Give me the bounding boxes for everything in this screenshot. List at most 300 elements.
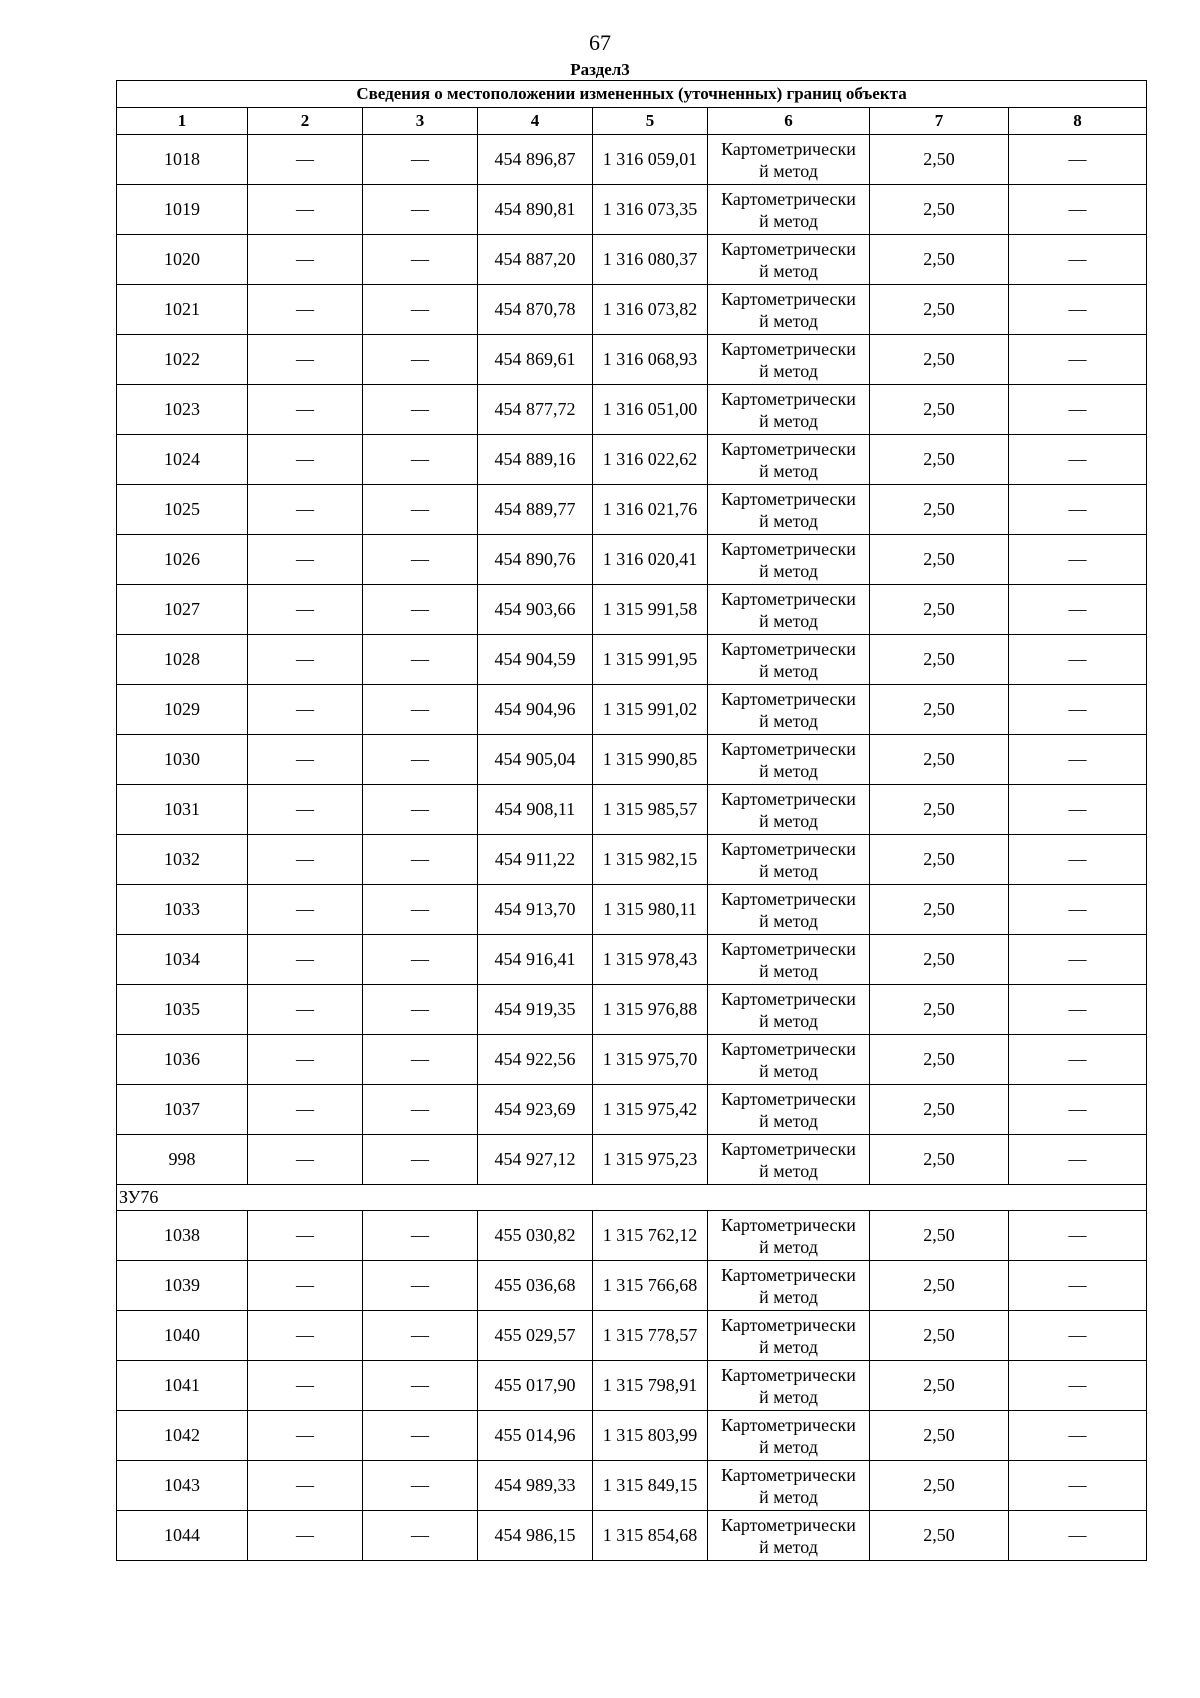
method-text-line1: Картометрически	[721, 888, 856, 909]
coordinate-y-cell: 1 316 022,62	[593, 435, 708, 485]
table-row	[117, 585, 1147, 635]
table-row	[117, 1461, 1147, 1511]
coordinate-x-cell: 454 916,41	[478, 935, 593, 985]
method-text-line1: Картометрически	[721, 488, 856, 509]
coordinate-x-cell: 454 913,70	[478, 885, 593, 935]
table-row	[117, 835, 1147, 885]
method-text-line1: Картометрически	[721, 1414, 856, 1435]
empty-dash-cell: —	[1009, 1511, 1147, 1561]
coordinate-x-cell: 454 923,69	[478, 1085, 593, 1135]
method-cell	[708, 935, 870, 985]
column-header: 2	[248, 108, 363, 135]
coordinate-y-cell: 1 316 073,82	[593, 285, 708, 335]
empty-dash-cell: —	[363, 785, 478, 835]
coordinate-y-cell: 1 315 849,15	[593, 1461, 708, 1511]
precision-cell: 2,50	[870, 1311, 1009, 1361]
method-text-line1: Картометрически	[721, 1364, 856, 1385]
boundary-coordinates-table	[116, 80, 1147, 1561]
method-text-line1: Картометрически	[721, 388, 856, 409]
method-cell	[708, 785, 870, 835]
method-cell	[708, 585, 870, 635]
empty-dash-cell: —	[1009, 135, 1147, 185]
table-row	[117, 1135, 1147, 1185]
precision-cell: 2,50	[870, 635, 1009, 685]
empty-dash-cell: —	[1009, 1461, 1147, 1511]
empty-dash-cell: —	[1009, 985, 1147, 1035]
precision-cell: 2,50	[870, 1085, 1009, 1135]
empty-dash-cell: —	[248, 235, 363, 285]
empty-dash-cell: —	[1009, 1211, 1147, 1261]
method-text-line1: Картометрически	[721, 1514, 856, 1535]
coordinate-x-cell: 455 014,96	[478, 1411, 593, 1461]
point-number-cell: 1029	[117, 685, 248, 735]
coordinate-y-cell: 1 315 762,12	[593, 1211, 708, 1261]
empty-dash-cell: —	[248, 735, 363, 785]
column-header: 7	[870, 108, 1009, 135]
empty-dash-cell: —	[1009, 1261, 1147, 1311]
point-number-cell: 1027	[117, 585, 248, 635]
precision-cell: 2,50	[870, 685, 1009, 735]
method-text-line2: й метод	[759, 710, 818, 731]
coordinate-y-cell: 1 315 991,02	[593, 685, 708, 735]
empty-dash-cell: —	[1009, 435, 1147, 485]
coordinate-y-cell: 1 315 991,58	[593, 585, 708, 635]
empty-dash-cell: —	[363, 485, 478, 535]
empty-dash-cell: —	[248, 835, 363, 885]
empty-dash-cell: —	[363, 535, 478, 585]
column-header: 8	[1009, 108, 1147, 135]
method-cell	[708, 235, 870, 285]
method-text-line1: Картометрически	[721, 288, 856, 309]
method-cell	[708, 485, 870, 535]
method-text-line2: й метод	[759, 360, 818, 381]
empty-dash-cell: —	[248, 685, 363, 735]
table-row	[117, 385, 1147, 435]
column-header: 1	[117, 108, 248, 135]
table-row	[117, 1361, 1147, 1411]
empty-dash-cell: —	[1009, 235, 1147, 285]
method-text-line2: й метод	[759, 1386, 818, 1407]
empty-dash-cell: —	[363, 635, 478, 685]
method-text-line2: й метод	[759, 1486, 818, 1507]
precision-cell: 2,50	[870, 885, 1009, 935]
method-cell	[708, 685, 870, 735]
method-text-line2: й метод	[759, 160, 818, 181]
point-number-cell: 1020	[117, 235, 248, 285]
empty-dash-cell: —	[363, 1311, 478, 1361]
precision-cell: 2,50	[870, 735, 1009, 785]
table-row	[117, 1261, 1147, 1311]
method-cell	[708, 1035, 870, 1085]
empty-dash-cell: —	[363, 935, 478, 985]
method-cell	[708, 185, 870, 235]
empty-dash-cell: —	[363, 585, 478, 635]
empty-dash-cell: —	[248, 885, 363, 935]
method-cell	[708, 635, 870, 685]
empty-dash-cell: —	[248, 1035, 363, 1085]
precision-cell: 2,50	[870, 1411, 1009, 1461]
empty-dash-cell: —	[363, 1461, 478, 1511]
method-text-line2: й метод	[759, 510, 818, 531]
page-number: 67	[589, 30, 611, 55]
method-text-line2: й метод	[759, 460, 818, 481]
method-text-line2: й метод	[759, 760, 818, 781]
method-text-line1: Картометрически	[721, 638, 856, 659]
point-number-cell: 1018	[117, 135, 248, 185]
point-number-cell: 1031	[117, 785, 248, 835]
point-number-cell: 1033	[117, 885, 248, 935]
method-text-line1: Картометрически	[721, 588, 856, 609]
empty-dash-cell: —	[363, 1085, 478, 1135]
point-number-cell: 1025	[117, 485, 248, 535]
method-cell	[708, 535, 870, 585]
coordinate-y-cell: 1 316 080,37	[593, 235, 708, 285]
precision-cell: 2,50	[870, 185, 1009, 235]
method-cell	[708, 285, 870, 335]
table-row	[117, 235, 1147, 285]
coordinate-y-cell: 1 316 059,01	[593, 135, 708, 185]
method-text-line2: й метод	[759, 1536, 818, 1557]
empty-dash-cell: —	[1009, 685, 1147, 735]
coordinate-x-cell: 455 030,82	[478, 1211, 593, 1261]
empty-dash-cell: —	[1009, 1311, 1147, 1361]
table-row	[117, 1085, 1147, 1135]
method-text-line2: й метод	[759, 810, 818, 831]
method-cell	[708, 885, 870, 935]
table-row	[117, 1211, 1147, 1261]
method-cell	[708, 835, 870, 885]
method-text-line2: й метод	[759, 660, 818, 681]
empty-dash-cell: —	[248, 285, 363, 335]
method-text-line1: Картометрически	[721, 738, 856, 759]
table-row	[117, 135, 1147, 185]
method-cell	[708, 735, 870, 785]
table-row	[117, 735, 1147, 785]
point-number-cell: 1043	[117, 1461, 248, 1511]
table-row	[117, 1411, 1147, 1461]
point-number-cell: 1026	[117, 535, 248, 585]
precision-cell: 2,50	[870, 1361, 1009, 1411]
precision-cell: 2,50	[870, 485, 1009, 535]
method-text-line2: й метод	[759, 560, 818, 581]
empty-dash-cell: —	[363, 885, 478, 935]
empty-dash-cell: —	[248, 785, 363, 835]
coordinate-x-cell: 454 927,12	[478, 1135, 593, 1185]
coordinate-y-cell: 1 316 073,35	[593, 185, 708, 235]
method-text-line2: й метод	[759, 310, 818, 331]
coordinate-x-cell: 454 905,04	[478, 735, 593, 785]
method-text-line1: Картометрически	[721, 1038, 856, 1059]
method-text-line1: Картометрически	[721, 688, 856, 709]
empty-dash-cell: —	[363, 735, 478, 785]
empty-dash-cell: —	[363, 1261, 478, 1311]
coordinate-x-cell: 454 986,15	[478, 1511, 593, 1561]
method-text-line1: Картометрически	[721, 938, 856, 959]
method-cell	[708, 1261, 870, 1311]
empty-dash-cell: —	[1009, 1135, 1147, 1185]
empty-dash-cell: —	[1009, 285, 1147, 335]
coordinate-x-cell: 454 922,56	[478, 1035, 593, 1085]
coordinate-y-cell: 1 316 068,93	[593, 335, 708, 385]
method-cell	[708, 1361, 870, 1411]
method-text-line1: Картометрически	[721, 1314, 856, 1335]
empty-dash-cell: —	[1009, 485, 1147, 535]
empty-dash-cell: —	[1009, 335, 1147, 385]
empty-dash-cell: —	[363, 1361, 478, 1411]
empty-dash-cell: —	[248, 335, 363, 385]
empty-dash-cell: —	[1009, 385, 1147, 435]
precision-cell: 2,50	[870, 835, 1009, 885]
method-text-line1: Картометрически	[721, 838, 856, 859]
method-text-line2: й метод	[759, 410, 818, 431]
coordinate-x-cell: 454 869,61	[478, 335, 593, 385]
method-text-line1: Картометрически	[721, 1088, 856, 1109]
coordinate-x-cell: 454 877,72	[478, 385, 593, 435]
empty-dash-cell: —	[248, 135, 363, 185]
precision-cell: 2,50	[870, 1035, 1009, 1085]
coordinate-y-cell: 1 315 980,11	[593, 885, 708, 935]
empty-dash-cell: —	[1009, 585, 1147, 635]
empty-dash-cell: —	[248, 585, 363, 635]
method-text-line1: Картометрически	[721, 188, 856, 209]
coordinate-y-cell: 1 315 990,85	[593, 735, 708, 785]
precision-cell: 2,50	[870, 785, 1009, 835]
coordinate-x-cell: 455 036,68	[478, 1261, 593, 1311]
coordinate-y-cell: 1 315 798,91	[593, 1361, 708, 1411]
method-text-line2: й метод	[759, 210, 818, 231]
empty-dash-cell: —	[248, 435, 363, 485]
coordinate-y-cell: 1 316 021,76	[593, 485, 708, 535]
empty-dash-cell: —	[1009, 735, 1147, 785]
precision-cell: 2,50	[870, 285, 1009, 335]
empty-dash-cell: —	[248, 535, 363, 585]
coordinate-x-cell: 454 908,11	[478, 785, 593, 835]
empty-dash-cell: —	[363, 1511, 478, 1561]
coordinate-y-cell: 1 316 020,41	[593, 535, 708, 585]
coordinate-y-cell: 1 315 803,99	[593, 1411, 708, 1461]
empty-dash-cell: —	[363, 185, 478, 235]
precision-cell: 2,50	[870, 1211, 1009, 1261]
method-cell	[708, 435, 870, 485]
coordinate-y-cell: 1 315 978,43	[593, 935, 708, 985]
coordinate-x-cell: 454 904,59	[478, 635, 593, 685]
method-text-line1: Картометрически	[721, 138, 856, 159]
method-text-line2: й метод	[759, 910, 818, 931]
empty-dash-cell: —	[363, 685, 478, 735]
empty-dash-cell: —	[363, 985, 478, 1035]
empty-dash-cell: —	[1009, 185, 1147, 235]
table-row	[117, 1311, 1147, 1361]
column-number-row	[117, 108, 1147, 135]
empty-dash-cell: —	[1009, 1411, 1147, 1461]
coordinate-x-cell: 454 889,77	[478, 485, 593, 535]
coordinate-x-cell: 454 889,16	[478, 435, 593, 485]
coordinate-y-cell: 1 316 051,00	[593, 385, 708, 435]
precision-cell: 2,50	[870, 585, 1009, 635]
point-number-cell: 1036	[117, 1035, 248, 1085]
method-text-line2: й метод	[759, 610, 818, 631]
precision-cell: 2,50	[870, 1461, 1009, 1511]
precision-cell: 2,50	[870, 1511, 1009, 1561]
column-header: 5	[593, 108, 708, 135]
precision-cell: 2,50	[870, 1261, 1009, 1311]
group-row	[117, 1185, 1147, 1211]
table-row	[117, 935, 1147, 985]
method-cell	[708, 1085, 870, 1135]
coordinate-y-cell: 1 315 975,42	[593, 1085, 708, 1135]
method-text-line1: Картометрически	[721, 1464, 856, 1485]
empty-dash-cell: —	[1009, 835, 1147, 885]
method-text-line2: й метод	[759, 1010, 818, 1031]
empty-dash-cell: —	[248, 1361, 363, 1411]
point-number-cell: 1044	[117, 1511, 248, 1561]
method-text-line1: Картометрически	[721, 1138, 856, 1159]
method-text-line1: Картометрически	[721, 338, 856, 359]
method-text-line1: Картометрически	[721, 1214, 856, 1235]
coordinate-y-cell: 1 315 778,57	[593, 1311, 708, 1361]
table-row	[117, 185, 1147, 235]
method-cell	[708, 1211, 870, 1261]
empty-dash-cell: —	[1009, 635, 1147, 685]
column-header: 4	[478, 108, 593, 135]
empty-dash-cell: —	[363, 1035, 478, 1085]
method-text-line2: й метод	[759, 1160, 818, 1181]
empty-dash-cell: —	[1009, 785, 1147, 835]
method-text-line2: й метод	[759, 1060, 818, 1081]
point-number-cell: 1038	[117, 1211, 248, 1261]
table-row	[117, 1511, 1147, 1561]
method-cell	[708, 1511, 870, 1561]
empty-dash-cell: —	[363, 1135, 478, 1185]
section-title: Раздел3	[570, 60, 630, 79]
empty-dash-cell: —	[363, 285, 478, 335]
point-number-cell: 1021	[117, 285, 248, 335]
precision-cell: 2,50	[870, 335, 1009, 385]
method-text-line1: Картометрически	[721, 538, 856, 559]
method-text-line1: Картометрически	[721, 988, 856, 1009]
empty-dash-cell: —	[248, 1135, 363, 1185]
coordinate-y-cell: 1 315 975,70	[593, 1035, 708, 1085]
empty-dash-cell: —	[248, 1261, 363, 1311]
precision-cell: 2,50	[870, 235, 1009, 285]
empty-dash-cell: —	[248, 385, 363, 435]
empty-dash-cell: —	[363, 1211, 478, 1261]
empty-dash-cell: —	[248, 1461, 363, 1511]
coordinate-x-cell: 455 029,57	[478, 1311, 593, 1361]
coordinate-y-cell: 1 315 976,88	[593, 985, 708, 1035]
empty-dash-cell: —	[248, 1411, 363, 1461]
table-row	[117, 485, 1147, 535]
empty-dash-cell: —	[363, 1411, 478, 1461]
table-row	[117, 635, 1147, 685]
precision-cell: 2,50	[870, 135, 1009, 185]
point-number-cell: 1041	[117, 1361, 248, 1411]
precision-cell: 2,50	[870, 1135, 1009, 1185]
coordinate-x-cell: 454 911,22	[478, 835, 593, 885]
point-number-cell: 1019	[117, 185, 248, 235]
table-row	[117, 685, 1147, 735]
method-text-line1: Картометрически	[721, 1264, 856, 1285]
empty-dash-cell: —	[1009, 935, 1147, 985]
coordinate-y-cell: 1 315 854,68	[593, 1511, 708, 1561]
method-cell	[708, 985, 870, 1035]
method-cell	[708, 1411, 870, 1461]
point-number-cell: 1022	[117, 335, 248, 385]
table-row	[117, 1035, 1147, 1085]
point-number-cell: 998	[117, 1135, 248, 1185]
empty-dash-cell: —	[363, 135, 478, 185]
method-cell	[708, 1461, 870, 1511]
coordinate-x-cell: 454 919,35	[478, 985, 593, 1035]
coordinate-x-cell: 454 896,87	[478, 135, 593, 185]
point-number-cell: 1032	[117, 835, 248, 885]
point-number-cell: 1023	[117, 385, 248, 435]
method-cell	[708, 135, 870, 185]
column-header: 6	[708, 108, 870, 135]
coordinate-x-cell: 454 887,20	[478, 235, 593, 285]
coordinate-x-cell: 454 903,66	[478, 585, 593, 635]
point-number-cell: 1037	[117, 1085, 248, 1135]
method-text-line1: Картометрически	[721, 238, 856, 259]
table-caption: Сведения о местоположении измененных (уточненных) границ объекта	[117, 81, 1147, 108]
point-number-cell: 1040	[117, 1311, 248, 1361]
point-number-cell: 1042	[117, 1411, 248, 1461]
precision-cell: 2,50	[870, 985, 1009, 1035]
coordinate-y-cell: 1 315 991,95	[593, 635, 708, 685]
method-text-line2: й метод	[759, 1236, 818, 1257]
method-text-line2: й метод	[759, 960, 818, 981]
empty-dash-cell: —	[248, 185, 363, 235]
empty-dash-cell: —	[1009, 885, 1147, 935]
precision-cell: 2,50	[870, 935, 1009, 985]
coordinate-y-cell: 1 315 766,68	[593, 1261, 708, 1311]
point-number-cell: 1028	[117, 635, 248, 685]
table-body	[117, 135, 1147, 1561]
empty-dash-cell: —	[248, 985, 363, 1035]
coordinate-x-cell: 454 989,33	[478, 1461, 593, 1511]
method-text-line2: й метод	[759, 1336, 818, 1357]
table-row	[117, 335, 1147, 385]
table-row	[117, 435, 1147, 485]
point-number-cell: 1030	[117, 735, 248, 785]
table-row	[117, 785, 1147, 835]
empty-dash-cell: —	[363, 385, 478, 435]
method-text-line2: й метод	[759, 1286, 818, 1307]
empty-dash-cell: —	[363, 335, 478, 385]
empty-dash-cell: —	[1009, 1085, 1147, 1135]
coordinate-x-cell: 454 890,81	[478, 185, 593, 235]
method-cell	[708, 385, 870, 435]
method-text-line1: Картометрически	[721, 788, 856, 809]
coordinate-y-cell: 1 315 982,15	[593, 835, 708, 885]
method-text-line2: й метод	[759, 1436, 818, 1457]
table-row	[117, 885, 1147, 935]
coordinate-x-cell: 455 017,90	[478, 1361, 593, 1411]
table-row	[117, 985, 1147, 1035]
method-text-line1: Картометрически	[721, 438, 856, 459]
empty-dash-cell: —	[248, 1511, 363, 1561]
empty-dash-cell: —	[248, 935, 363, 985]
empty-dash-cell: —	[1009, 535, 1147, 585]
point-number-cell: 1039	[117, 1261, 248, 1311]
point-number-cell: 1034	[117, 935, 248, 985]
empty-dash-cell: —	[248, 485, 363, 535]
empty-dash-cell: —	[248, 1311, 363, 1361]
column-header: 3	[363, 108, 478, 135]
precision-cell: 2,50	[870, 385, 1009, 435]
coordinate-y-cell: 1 315 975,23	[593, 1135, 708, 1185]
empty-dash-cell: —	[363, 835, 478, 885]
